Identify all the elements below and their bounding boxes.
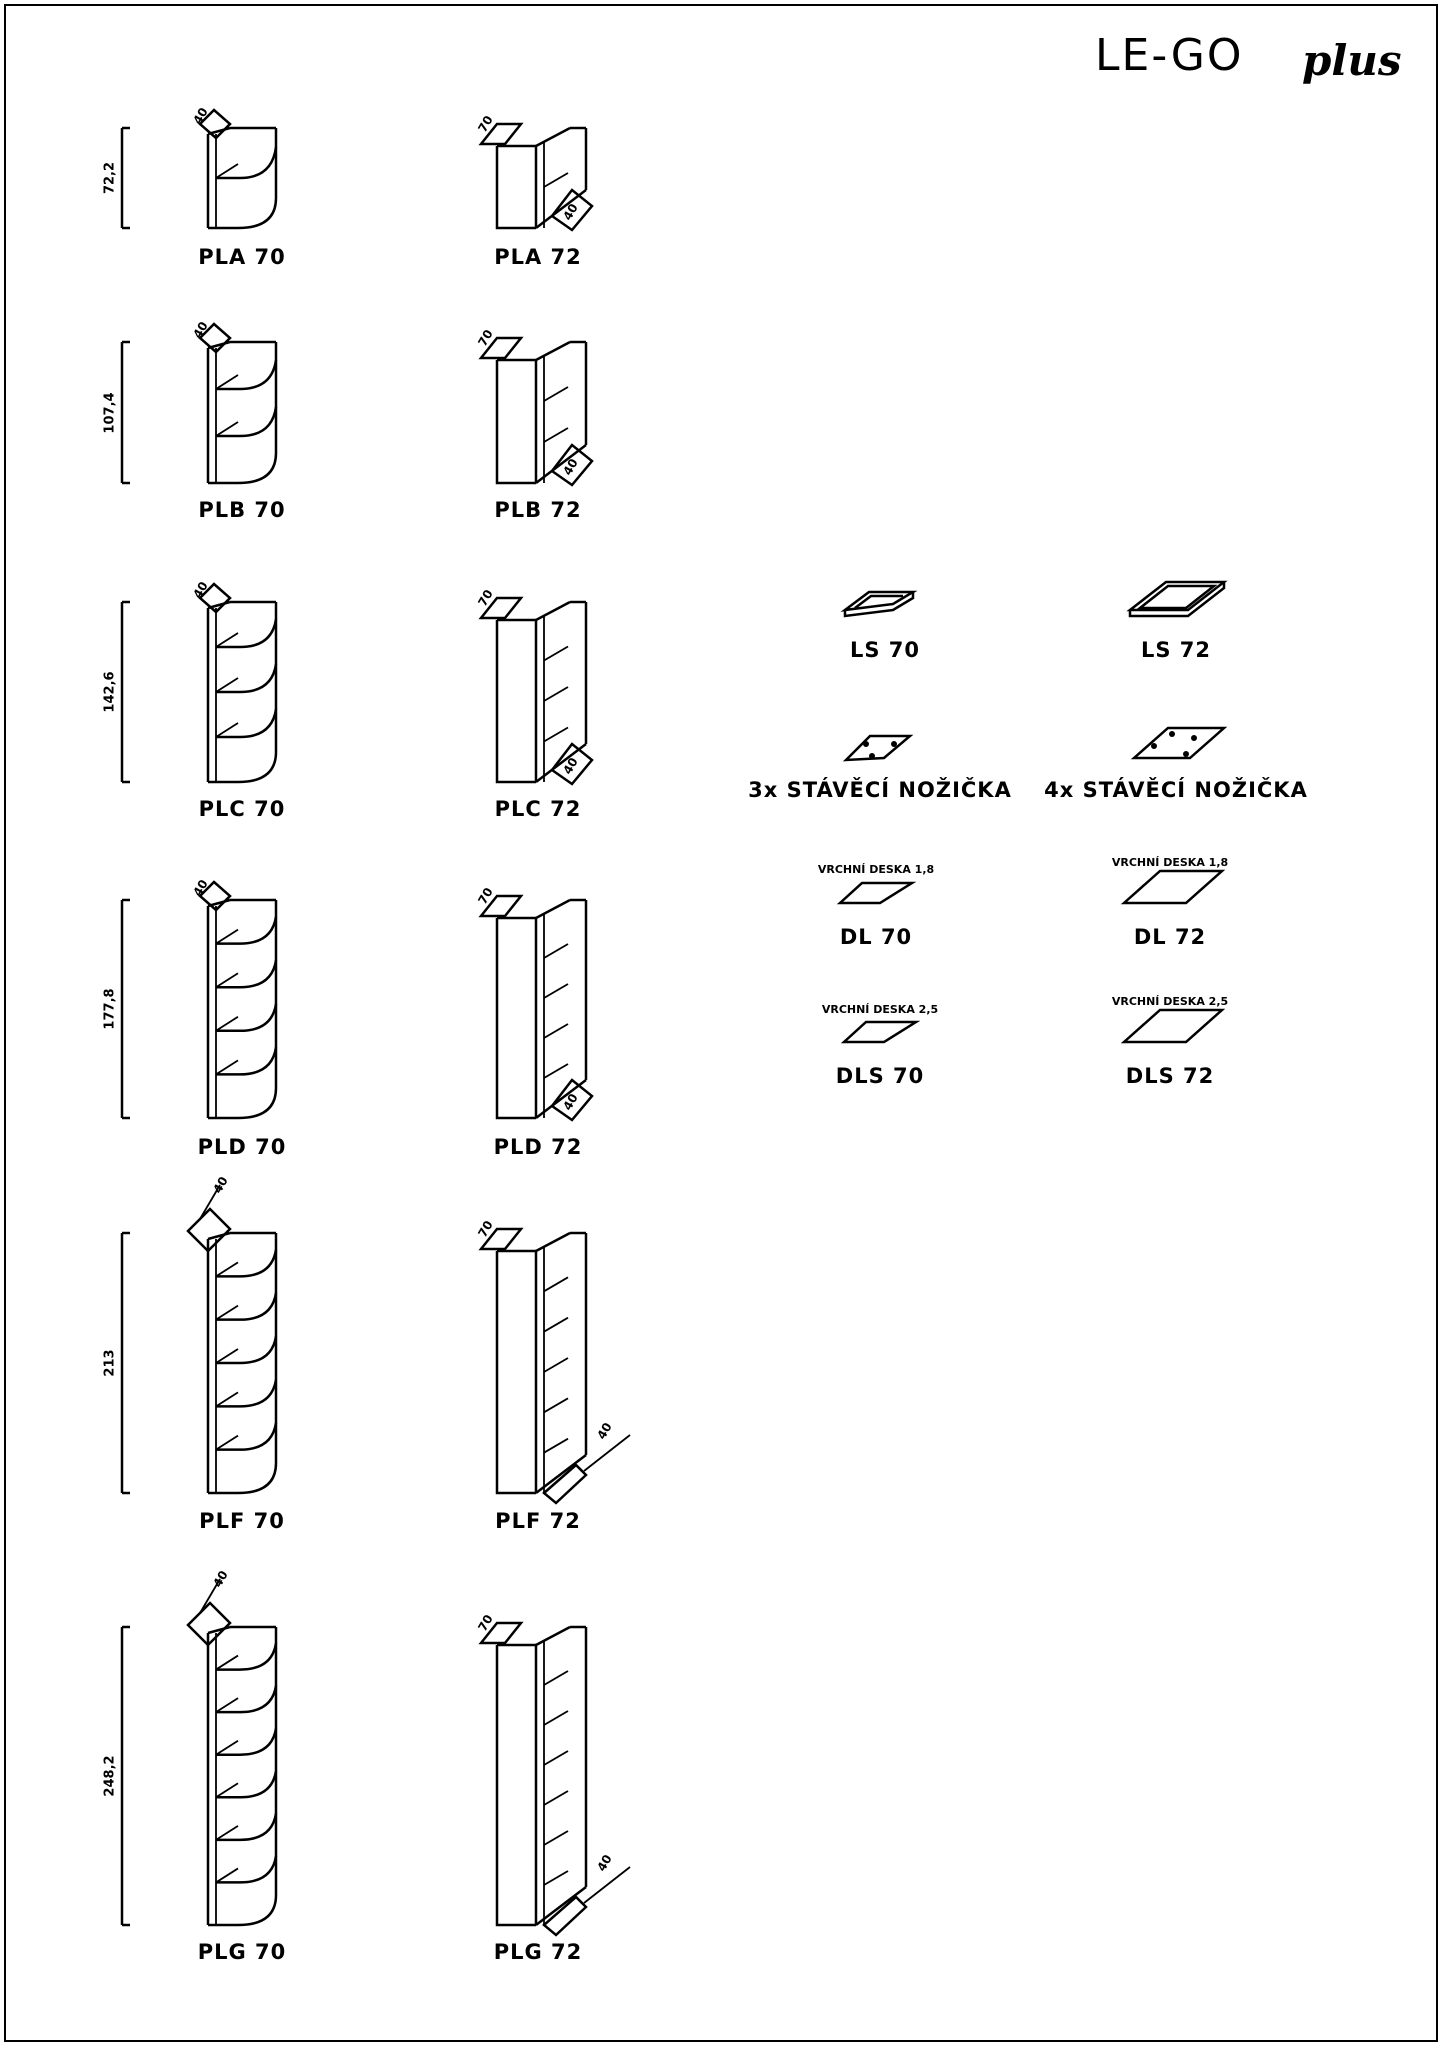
height-dimension-label: 213 (102, 1349, 118, 1377)
foot-marker (1183, 751, 1189, 757)
shelf-board-back (216, 1436, 238, 1450)
tall-shelf-plg-72 (475, 1612, 630, 1935)
cabinet-shelf-board (544, 1358, 568, 1372)
cabinet-shelf-board (544, 984, 568, 998)
product-label: PLF 70 (199, 1509, 285, 1533)
cabinet-shelf-board (544, 1277, 568, 1291)
corner-shelf-plf-70 (122, 1174, 276, 1493)
depth-label-bottom: 40 (560, 755, 581, 777)
cabinet-top-slope (536, 602, 570, 620)
corner-shelf-plb-70 (122, 319, 276, 483)
shelf-board-back (216, 1783, 238, 1797)
shelf-board (216, 1728, 276, 1754)
accessory-label: 4x STÁVĚCÍ NOŽIČKA (1044, 778, 1308, 802)
shelf-board (216, 1813, 276, 1839)
shelf-board (216, 1643, 276, 1669)
cabinet-shelf-board (544, 1791, 568, 1805)
cabinet-left-panel (497, 1251, 536, 1493)
depth-label: 40 (190, 105, 211, 127)
shelf-board (216, 1423, 276, 1450)
cabinet-shelf-board (544, 1024, 568, 1038)
cabinet-shelf-board (544, 1831, 568, 1845)
shelf-board (216, 960, 276, 987)
tall-shelf-pla-72 (475, 113, 592, 230)
brand-suffix: plus (1302, 36, 1402, 85)
cabinet-shelf-board (544, 428, 568, 442)
height-dimension-label: 107,4 (102, 391, 118, 434)
shelf-board-back (216, 1392, 238, 1406)
shelf-board (216, 709, 276, 737)
cabinet-top-slope (536, 342, 570, 360)
brand-title: LE-GO (1095, 30, 1244, 81)
depth-label-bottom: 40 (560, 1091, 581, 1113)
cabinet-shelf-board (544, 387, 568, 401)
shelf-board (216, 1293, 276, 1320)
accessory-dls-70 (844, 1022, 916, 1042)
accessory-ls-72 (1130, 582, 1224, 616)
top-board-outline (844, 1022, 916, 1042)
shelf-board (216, 1004, 276, 1031)
shelf-board-back (216, 973, 238, 987)
cabinet-shelf-board (544, 647, 568, 661)
accessory-label: DL 72 (1133, 925, 1207, 949)
depth-label-bottom: 40 (594, 1420, 615, 1442)
top-board-outline (840, 883, 912, 903)
cabinet-shelf-board (544, 687, 568, 701)
cabinet-shelf-board (544, 944, 568, 958)
cabinet-left-panel (497, 360, 536, 483)
cabinet-shelf-board (544, 1711, 568, 1725)
shelf-board-back (216, 422, 238, 436)
cabinet-left-panel (497, 620, 536, 782)
shelf-board-back (216, 723, 238, 737)
height-dimension-label: 142,6 (102, 671, 118, 713)
cabinet-shelf-board (544, 173, 568, 187)
depth-label-top: 70 (475, 327, 496, 349)
accessory-note: VRCHNÍ DESKA 1,8 (817, 863, 935, 876)
shelf-board-back (216, 930, 238, 944)
shelf-board (216, 407, 276, 436)
foot-marker (1169, 731, 1175, 737)
cabinet-top-slope (536, 900, 570, 918)
cabinet-left-panel (497, 918, 536, 1118)
cabinet-top-slope (536, 1233, 570, 1251)
depth-label: 40 (190, 319, 211, 341)
accessory-note: VRCHNÍ DESKA 1,8 (1111, 856, 1229, 869)
shelf-board-back (216, 1868, 238, 1882)
shelf-board (216, 1249, 276, 1276)
accessory-label: DL 70 (839, 925, 913, 949)
accessory-label: LS 72 (1140, 638, 1212, 662)
tall-shelf-pld-72 (475, 885, 592, 1120)
shelf-board-back (216, 164, 238, 178)
shelf-board-back (216, 375, 238, 389)
corner-shelf-plc-70 (122, 579, 276, 782)
shelf-board-back (216, 1826, 238, 1840)
shelf-board (216, 147, 276, 178)
shelf-board (216, 360, 276, 389)
shelf-board-back (216, 1060, 238, 1074)
shelf-board (216, 619, 276, 647)
depth-label-top: 70 (475, 1218, 496, 1240)
shelf-board-back (216, 1656, 238, 1670)
shelf-front-curve (208, 453, 276, 483)
shelf-front-curve (208, 1463, 276, 1493)
height-dimension-label: 177,8 (102, 988, 118, 1030)
shelf-board (216, 1686, 276, 1712)
product-label: PLA 72 (494, 245, 582, 269)
accessory-note: VRCHNÍ DESKA 2,5 (1111, 995, 1229, 1008)
product-label: PLC 72 (494, 797, 582, 821)
accessory-ls-70 (845, 592, 913, 616)
cabinet-top-slope (536, 1627, 570, 1645)
depth-label: 40 (190, 579, 211, 601)
shelf-board-back (216, 633, 238, 647)
shelf-board-back (216, 1306, 238, 1320)
depth-label-top: 70 (475, 885, 496, 907)
accessory-3x-st-v-c-no-i-ka (846, 736, 910, 760)
foot-marker (1191, 735, 1197, 741)
shelf-board (216, 1336, 276, 1363)
product-label: PLD 72 (493, 1135, 583, 1159)
cabinet-top-slope (536, 128, 570, 146)
depth-label-top: 70 (475, 587, 496, 609)
shelf-board (216, 1856, 276, 1882)
corner-shelf-pla-70 (122, 105, 276, 228)
top-board-outline (1124, 1010, 1222, 1042)
cabinet-shelf-board (544, 1318, 568, 1332)
depth-label-bottom: 40 (594, 1852, 615, 1874)
cabinet-shelf-board (544, 1871, 568, 1885)
cabinet-shelf-board (544, 1439, 568, 1453)
shelf-front-curve (208, 752, 276, 782)
height-dimension-label: 248,2 (102, 1755, 118, 1797)
accessory-dl-70 (840, 883, 912, 903)
base-outline (1134, 728, 1224, 758)
depth-label-top: 70 (475, 113, 496, 135)
shelf-board-back (216, 1017, 238, 1031)
product-label: PLB 70 (198, 498, 286, 522)
product-label: PLF 72 (495, 1509, 581, 1533)
shelf-board (216, 664, 276, 692)
foot-marker (863, 741, 869, 747)
product-label: PLA 70 (198, 245, 286, 269)
shelf-board (216, 1771, 276, 1797)
tall-shelf-plc-72 (475, 587, 592, 784)
product-label: PLB 72 (494, 498, 582, 522)
foot-marker (1151, 743, 1157, 749)
depth-label: 40 (210, 1568, 231, 1590)
cabinet-shelf-board (544, 1398, 568, 1412)
accessory-label: LS 70 (849, 638, 921, 662)
shelf-board (216, 1047, 276, 1074)
product-label: PLD 70 (197, 1135, 287, 1159)
foot-marker (869, 753, 875, 759)
shelf-board (216, 1379, 276, 1406)
cabinet-shelf-board (544, 1064, 568, 1078)
shelf-board (216, 917, 276, 944)
cabinet-shelf-board (544, 728, 568, 742)
accessory-dl-72 (1124, 871, 1222, 903)
product-label: PLC 70 (198, 797, 286, 821)
shelf-front-curve (208, 1895, 276, 1925)
corner-shelf-pld-70 (122, 877, 276, 1118)
accessory-label: 3x STÁVĚCÍ NOŽIČKA (748, 778, 1012, 802)
top-board-outline (1124, 871, 1222, 903)
depth-label-top: 70 (475, 1612, 496, 1634)
cabinet-left-panel (497, 146, 536, 228)
shelf-board-back (216, 1349, 238, 1363)
corner-shelf-plg-70 (122, 1568, 276, 1925)
shelf-board-back (216, 1262, 238, 1276)
foot-marker (891, 741, 897, 747)
shelf-front-curve (208, 198, 276, 228)
accessory-dls-72 (1124, 1010, 1222, 1042)
product-label: PLG 72 (493, 1940, 583, 1964)
depth-label-bottom: 40 (560, 456, 581, 478)
height-dimension-label: 72,2 (102, 161, 118, 195)
accessory-label: DLS 72 (1125, 1064, 1215, 1088)
shelf-front-curve (208, 1088, 276, 1118)
depth-label: 40 (210, 1174, 231, 1196)
cabinet-shelf-board (544, 1751, 568, 1765)
accessory-4x-st-v-c-no-i-ka (1134, 728, 1224, 758)
tall-shelf-plf-72 (475, 1218, 630, 1503)
cabinet-left-panel (497, 1645, 536, 1925)
depth-label-bottom: 40 (560, 201, 581, 223)
cabinet-shelf-board (544, 1671, 568, 1685)
tall-shelf-plb-72 (475, 327, 592, 485)
base-outline (846, 736, 910, 760)
accessory-label: DLS 70 (835, 1064, 925, 1088)
shelf-board-back (216, 1741, 238, 1755)
shelf-board-back (216, 678, 238, 692)
shelf-board-back (216, 1698, 238, 1712)
depth-label: 40 (190, 877, 211, 899)
accessory-note: VRCHNÍ DESKA 2,5 (821, 1003, 939, 1016)
product-label: PLG 70 (197, 1940, 287, 1964)
